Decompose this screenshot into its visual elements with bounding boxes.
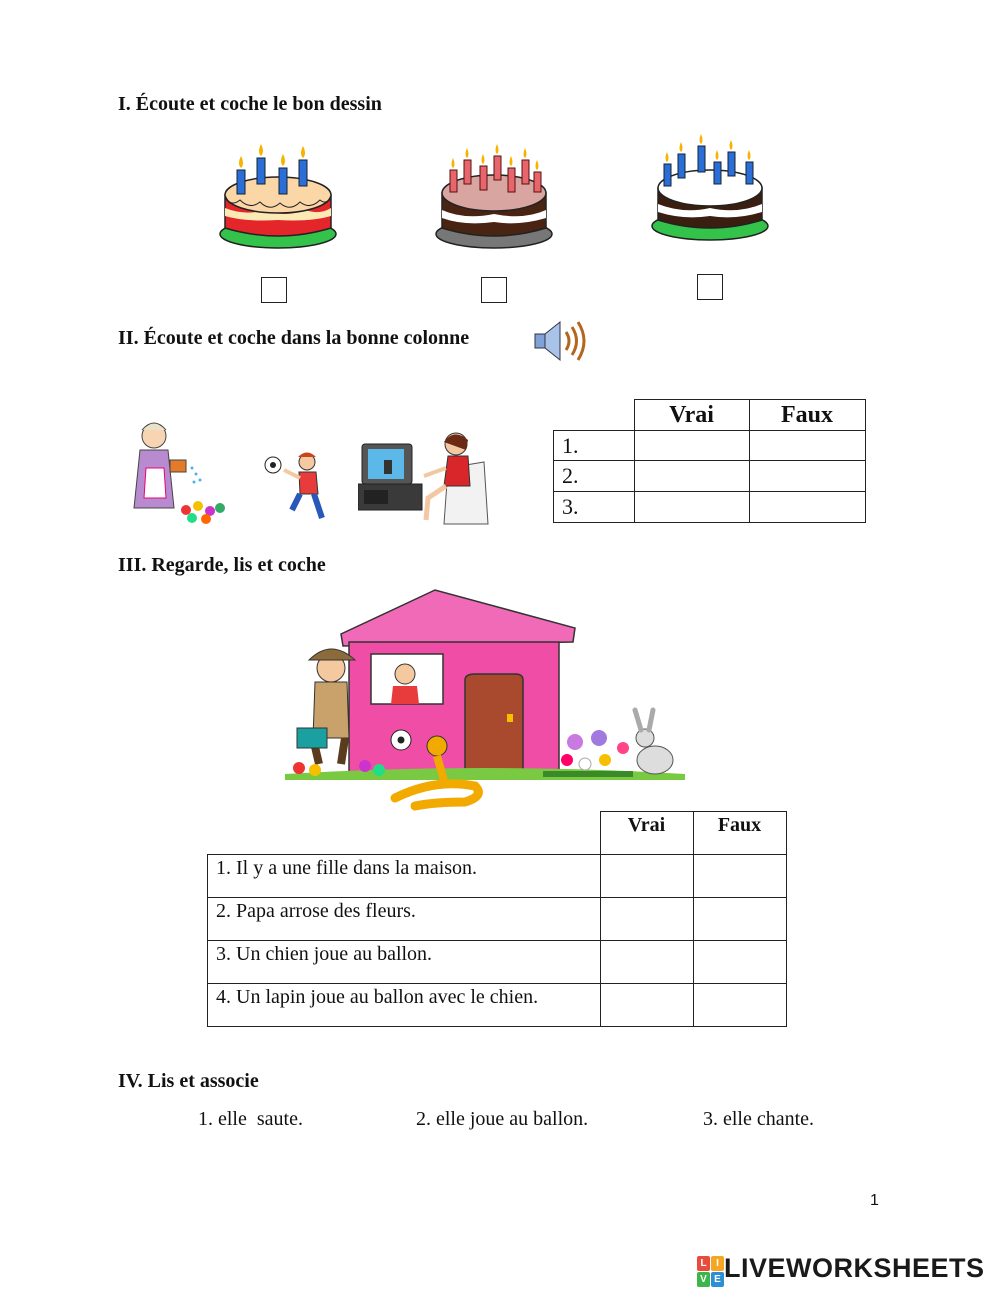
table-row — [208, 984, 787, 1027]
statement-text: 3. Un chien joue au ballon. — [208, 941, 601, 984]
vrai-cell[interactable] — [600, 898, 693, 941]
faux-cell[interactable] — [693, 941, 786, 984]
faux-cell[interactable] — [693, 984, 786, 1027]
vrai-cell[interactable] — [634, 492, 749, 523]
vrai-cell[interactable] — [634, 461, 749, 492]
table-row — [554, 431, 866, 461]
table-header-vrai: Vrai — [634, 400, 749, 431]
faux-cell[interactable] — [749, 431, 865, 461]
cake-3-checkbox[interactable] — [697, 274, 723, 300]
cake-icon — [434, 138, 558, 253]
boy-playing-ball-icon — [262, 448, 332, 522]
faux-cell[interactable] — [749, 461, 865, 492]
page-number: 1 — [870, 1192, 879, 1209]
logo-tile: L — [697, 1256, 710, 1271]
section-2-heading: II. Écoute et coche dans la bonne colonne — [118, 327, 470, 349]
table-header-faux: Faux — [749, 400, 865, 431]
house-garden-scene-icon — [285, 588, 685, 816]
table-row — [554, 461, 866, 492]
table-header-empty — [208, 812, 601, 855]
row-number: 2. — [554, 461, 635, 492]
section-3-heading: III. Regarde, lis et coche — [118, 554, 326, 576]
logo-tile: V — [697, 1272, 710, 1287]
section-2-table — [553, 399, 866, 523]
statement-text: 1. Il y a une fille dans la maison. — [208, 855, 601, 898]
table-row — [208, 855, 787, 898]
speaker-icon[interactable] — [532, 318, 590, 364]
table-row — [554, 492, 866, 523]
brand-name: LIVEWORKSHEETS — [724, 1253, 985, 1283]
section-4-heading: IV. Lis et associe — [118, 1070, 259, 1092]
cake-2-checkbox[interactable] — [481, 277, 507, 303]
row-number: 1. — [554, 431, 635, 461]
faux-cell[interactable] — [749, 492, 865, 523]
grandma-watering-flowers-icon — [126, 418, 230, 526]
table-header-empty — [554, 400, 635, 431]
logo-tile: E — [711, 1272, 724, 1287]
cake-1-checkbox[interactable] — [261, 277, 287, 303]
table-row — [208, 941, 787, 984]
cake-icon — [648, 128, 774, 246]
woman-watching-tv-icon — [358, 428, 494, 528]
cake-icon — [215, 140, 345, 255]
vrai-cell[interactable] — [600, 984, 693, 1027]
section-3-table — [207, 811, 787, 1027]
faux-cell[interactable] — [693, 898, 786, 941]
associate-item-2[interactable]: 2. elle joue au ballon. — [416, 1108, 589, 1130]
row-number: 3. — [554, 492, 635, 523]
section-1-heading: I. Écoute et coche le bon dessin — [118, 93, 382, 115]
logo-tile: I — [711, 1256, 724, 1271]
statement-text: 2. Papa arrose des fleurs. — [208, 898, 601, 941]
table-header-faux: Faux — [693, 812, 786, 855]
faux-cell[interactable] — [693, 855, 786, 898]
vrai-cell[interactable] — [634, 431, 749, 461]
vrai-cell[interactable] — [600, 855, 693, 898]
vrai-cell[interactable] — [600, 941, 693, 984]
liveworksheets-logo-icon — [697, 1256, 723, 1286]
table-row — [208, 898, 787, 941]
associate-item-1[interactable]: 1. elle saute. — [198, 1108, 303, 1130]
table-header-vrai: Vrai — [600, 812, 693, 855]
associate-item-3[interactable]: 3. elle chante. — [703, 1108, 815, 1130]
statement-text: 4. Un lapin joue au ballon avec le chien. — [208, 984, 601, 1027]
